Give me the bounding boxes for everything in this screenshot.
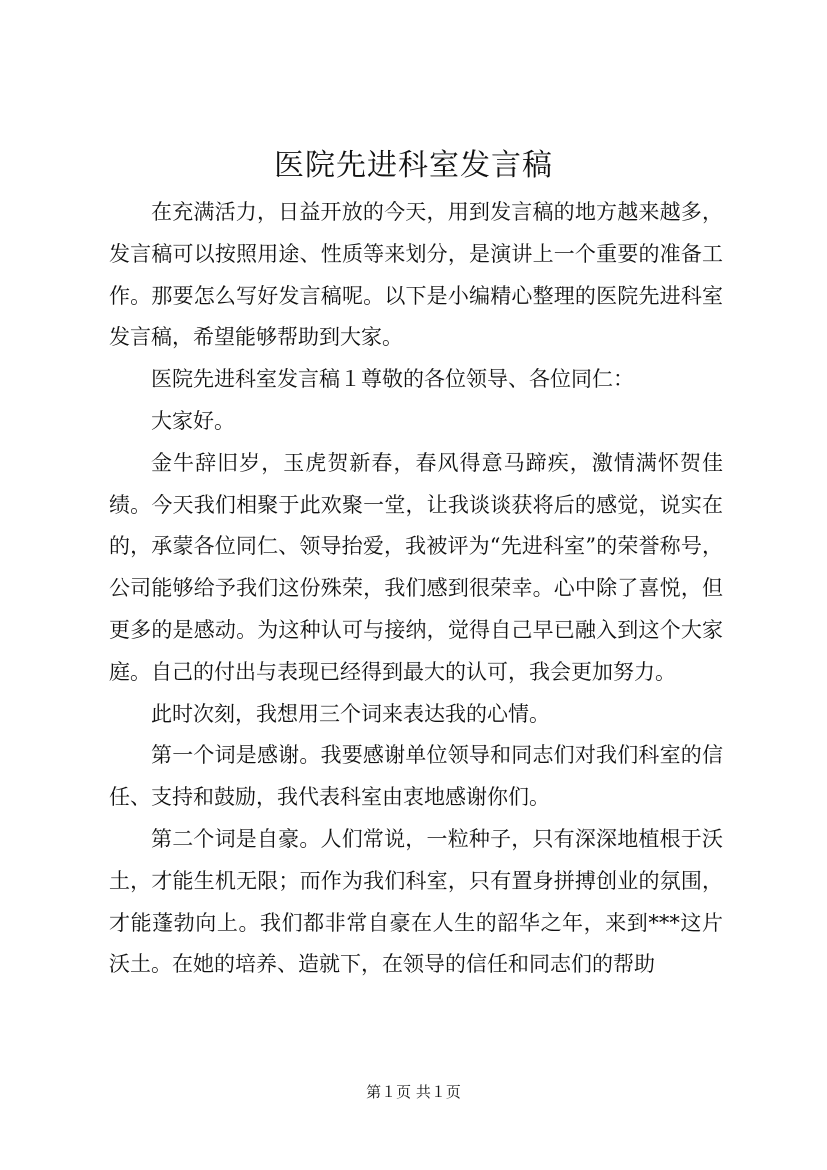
paragraph-speech-heading: 医院先进科室发言稿１尊敬的各位领导、各位同仁： [151,367,634,392]
page-footer: 第１页 共１页 [366,1083,461,1101]
document-title: 医院先进科室发言稿 [274,148,553,183]
paragraph-greeting: 大家好。 [151,408,235,433]
paragraph-thanks: 第一个词是感谢。我要感谢单位领导和同志们对我们科室的信任、支持和鼓励，我代表科室由衷地感谢你们。 [109,743,723,810]
paragraph-new-year: 金牛辞旧岁，玉虎贺新春，春风得意马蹄疾，激情满怀贺佳绩。今天我们相聚于此欢聚一堂，让我谈谈获将后的感觉，说实在的，承蒙各位同仁、领导抬爱，我被评为“先进科室”的荣誉称号，公司能够给予我们这份殊荣，我们感到很荣幸。心中除了喜悦，但更多的是感动。为这种认可与接纳，觉得自己早已融入到这个大家庭。自己的付出与表现已经得到最大的认可，我会更加努力。 [109,450,723,684]
document-body [109,192,723,986]
paragraph-three-words: 此时次刻，我想用三个词来表达我的心情。 [151,701,550,726]
paragraph-pride: 第二个词是自豪。人们常说，一粒种子，只有深深地植根于沃土，才能生机无限；而作为我们科室，只有置身拼搏创业的氛围，才能蓬勃向上。我们都非常自豪在人生的韶华之年，来到***这片沃土。在她的培养、造就下，在领导的信任和同志们的帮助 [109,826,723,977]
paragraph-intro: 在充满活力，日益开放的今天，用到发言稿的地方越来越多，发言稿可以按照用途、性质等来划分，是演讲上一个重要的准备工作。那要怎么写好发言稿呢。以下是小编精心整理的医院先进科室发言稿，希望能够帮助到大家。 [109,200,723,350]
